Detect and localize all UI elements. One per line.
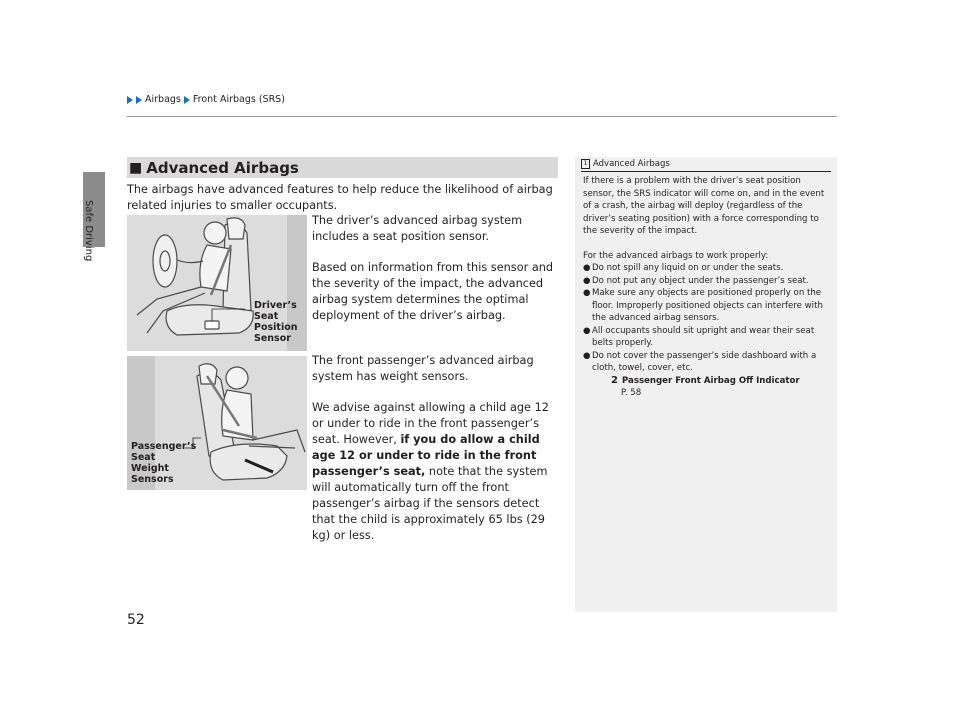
notes-panel [575, 157, 837, 612]
driver-seat-sensor-callout: Driver’s Seat Position Sensor [254, 300, 298, 344]
side-tab [82, 200, 96, 280]
intro-paragraph: The airbags have advanced features to help reduce the likelihood of airbag related injuries to smaller occupants. [127, 183, 553, 212]
cross-reference-page[interactable]: P. 58 [621, 388, 642, 398]
notes-bullet [583, 350, 833, 375]
notes-paragraph-problem: If there is a problem with the driver’s seat position sensor, the SRS indicator will come on, and in the event of a crash, the airbag will deploy (regardless of the driver’s seating position) with a force corresponding to the severity of the impact. [583, 176, 825, 236]
reference-arrow-icon: 2 [611, 374, 618, 386]
notes-bullet-text: Do not put any object under the passenger’s seat. [592, 275, 809, 286]
notes-heading [581, 159, 831, 172]
paragraph-passenger-system: The front passenger’s advanced airbag system has weight sensors. [312, 354, 534, 383]
square-bullet-icon: ■ [129, 159, 143, 176]
notes-heading-text: Advanced Airbags [593, 159, 670, 169]
bullet-dot-icon: ● [583, 325, 591, 336]
bullet-dot-icon: ● [583, 350, 591, 361]
notes-bullet [583, 325, 833, 350]
paragraph-child-advice [312, 400, 559, 544]
child-advice-text-a: We advise against allowing a child age 12 or under to ride in the front passenger’s seat. However, [312, 401, 549, 446]
child-advice-text-b: note that the system will automatically turn off the front passenger’s airbag if the sensors detect that the child is approximately 65 lbs (29 kg) or less. [312, 465, 548, 542]
notes-bullet [583, 287, 833, 325]
bullet-dot-icon: ● [583, 263, 591, 273]
side-tab-label: Safe Driving [83, 200, 94, 262]
passenger-seat-sensor-callout: Passenger’s Seat Weight Sensors [131, 441, 197, 485]
bullet-dot-icon: ● [583, 275, 591, 286]
notes-body [583, 175, 833, 400]
section-title: Advanced Airbags [146, 158, 299, 177]
note-number-icon: 1 [581, 159, 590, 169]
notes-bullet-text: Do not spill any liquid on or under the seats. [592, 263, 784, 273]
notes-paragraph-requirements: For the advanced airbags to work properly: [583, 250, 769, 261]
child-advice-bold: if you do allow a child age 12 or under to ride in the front passenger’s seat, [312, 433, 540, 478]
paragraph-driver-system: The driver’s advanced airbag system includes a seat position sensor. [312, 214, 523, 243]
cross-reference-link[interactable] [611, 375, 833, 388]
paragraph-sensor-severity: Based on information from this sensor and the severity of the impact, the advanced airbag system determines the optimal deployment of the driver’s airbag. [312, 261, 554, 322]
arrow-right-icon [136, 96, 142, 104]
arrow-right-icon [127, 96, 133, 104]
arrow-right-icon [184, 96, 190, 104]
page-number: 52 [127, 612, 145, 628]
notes-bullet-text: All occupants should sit upright and wear their seat belts properly. [592, 325, 815, 348]
cross-reference-title[interactable]: Passenger Front Airbag Off Indicator [621, 375, 800, 386]
notes-bullet-text: Do not cover the passenger’s side dashboard with a cloth, towel, cover, etc. [592, 350, 817, 373]
header-divider [127, 116, 837, 117]
notes-bullet [583, 262, 833, 275]
notes-bullet [583, 275, 833, 288]
breadcrumb-item-front-airbags[interactable]: Front Airbags (SRS) [192, 94, 285, 105]
breadcrumb-item-airbags[interactable]: Airbags [145, 94, 181, 105]
breadcrumb [127, 94, 285, 105]
section-heading [127, 157, 558, 178]
notes-bullet-text: Make sure any objects are positioned properly on the floor. Improperly positioned objects can interfere with the advanced airbag sensors. [592, 288, 823, 323]
bullet-dot-icon: ● [583, 288, 591, 298]
